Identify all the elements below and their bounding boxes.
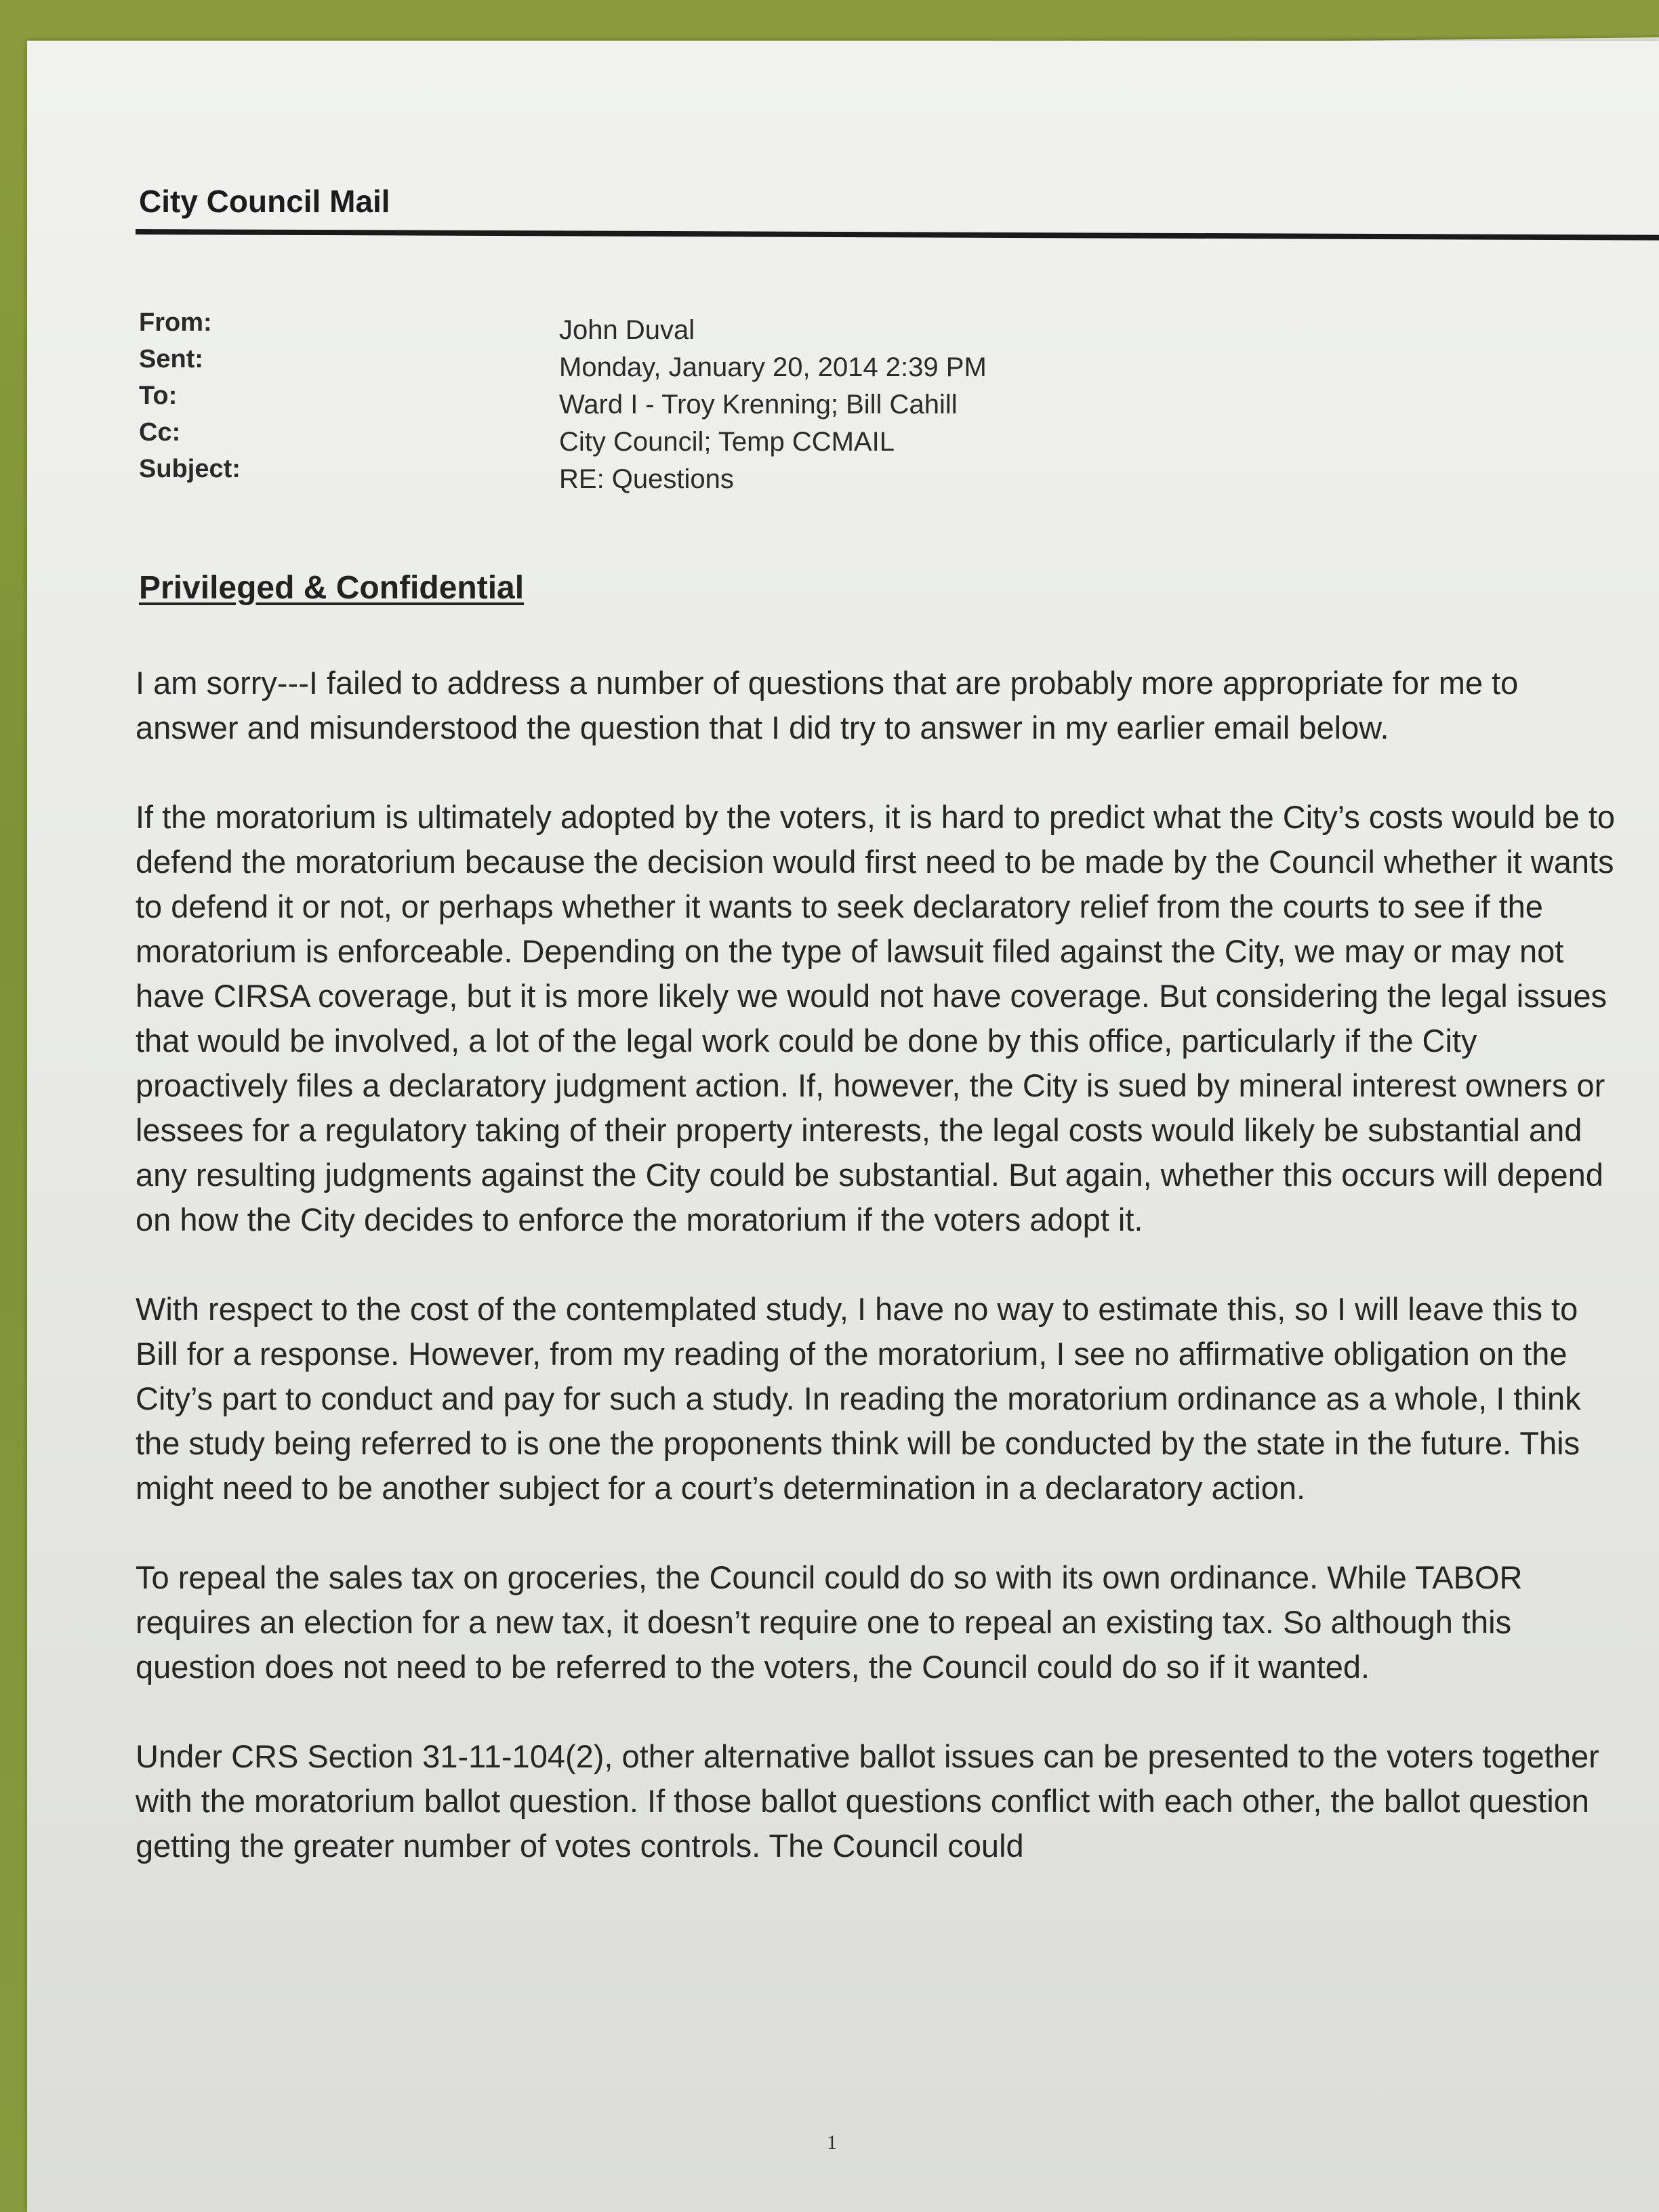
subject-label: Subject:	[139, 455, 241, 483]
body-paragraph-4: To repeal the sales tax on groceries, the Council could do so with its own ordinance. While TABOR requires an election for a new tax, it doesn’t require one to repeal an existing tax. So although this question does not need to be referred to the voters, the Council could do so if it wanted.	[136, 1559, 1523, 1685]
sent-value: Monday, January 20, 2014 2:39 PM	[559, 352, 987, 382]
body-paragraph-2: If the moratorium is ultimately adopted by the voters, it is hard to predict what the City’s costs would be to defend the moratorium because the decision would first need to be made by the Council whether it wants to defend it or not, or perhaps whether it wants to seek declaratory relief from the courts to see if the moratorium is enforceable. Depending on the type of lawsuit filed against the City, we may or may not have CIRSA coverage, but it is more likely we would not have coverage. But considering the legal issues that would be involved, a lot of the legal work could be done by this office, particularly if the City proactively files a declaratory judgment action. If, however, the City is sued by mineral interest owners or lessees for a regulatory taking of their property interests, the legal costs would likely be substantial and any resulting judgments against the City could be substantial. But again, whether this occurs will depend on how the City decides to enforce the moratorium if the voters adopt it.	[136, 799, 1616, 1237]
cc-value: City Council; Temp CCMAIL	[559, 427, 895, 457]
document-page	[27, 41, 1659, 2212]
from-value: John Duval	[559, 315, 695, 345]
paper-sheet	[27, 41, 1659, 2212]
title-rule	[136, 229, 1659, 241]
subject-value: RE: Questions	[559, 464, 734, 494]
to-value: Ward I - Troy Krenning; Bill Cahill	[559, 390, 958, 419]
body-paragraph-3: With respect to the cost of the contemplated study, I have no way to estimate this, so I will leave this to Bill for a response. However, from my reading of the moratorium, I see no affirmative obligation on the City’s part to conduct and pay for such a study. In reading the moratorium ordinance as a whole, I think the study being referred to is one the proponents think will be conducted by the state in the future. This might need to be another subject for a court’s determination in a declaratory action.	[136, 1291, 1581, 1506]
to-label: To:	[139, 382, 178, 410]
cc-label: Cc:	[139, 418, 181, 447]
email-body	[136, 661, 1626, 1913]
sent-label: Sent:	[139, 345, 203, 373]
from-label: From:	[139, 308, 212, 337]
body-paragraph-1: I am sorry---I failed to address a number of questions that are probably more appropriate for me to answer and misunderstood the question that I did try to answer in my earlier email below.	[136, 665, 1519, 745]
body-paragraph-5: Under CRS Section 31-11-104(2), other alternative ballot issues can be presented to the voters together with the moratorium ballot question. If those ballot questions conflict with each other, the ballot question getting the greater number of votes controls. The Council could	[136, 1738, 1599, 1864]
confidential-heading: Privileged & Confidential	[139, 570, 525, 606]
page-number: 1	[827, 2131, 837, 2154]
document-title: City Council Mail	[139, 184, 390, 219]
